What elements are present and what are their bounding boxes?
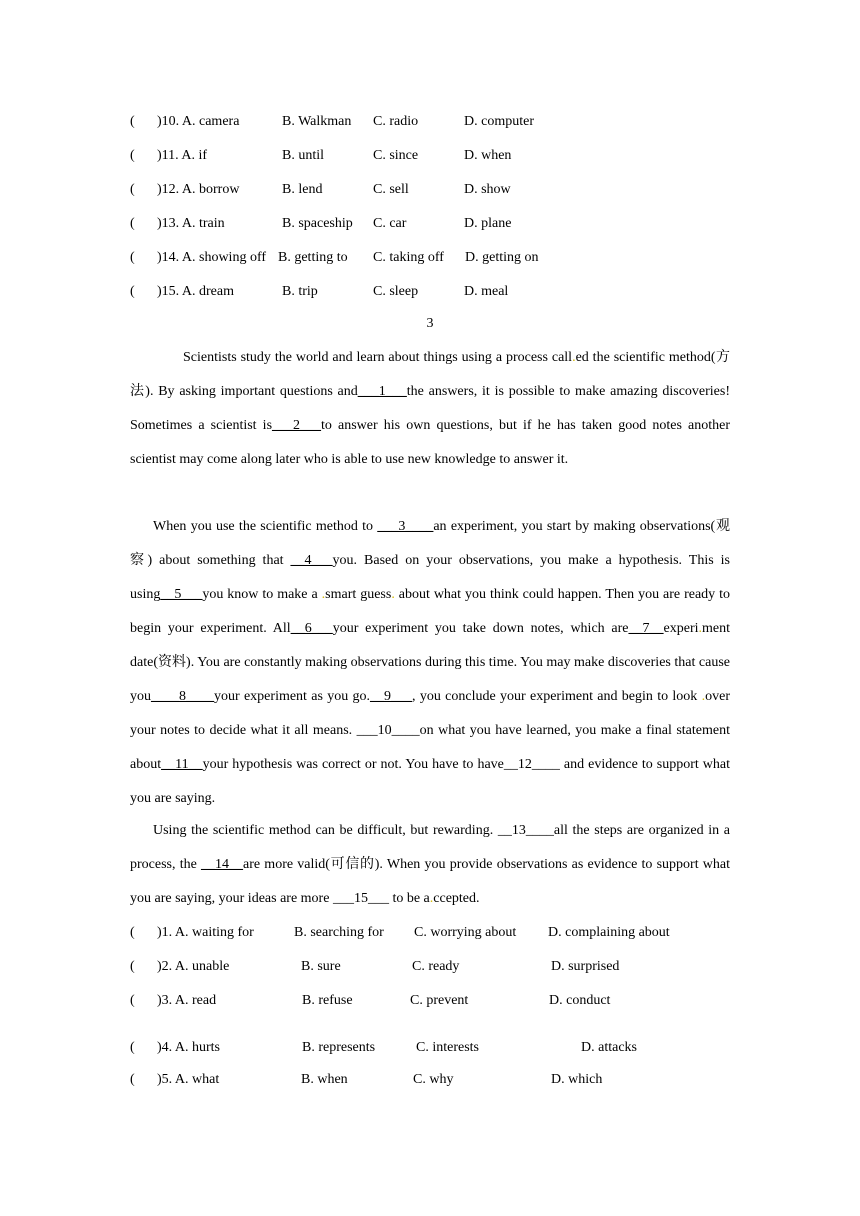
answer-paren: (	[130, 148, 135, 163]
option-a: )3. A. read	[157, 993, 217, 1008]
text: are more valid(可信的). When you provide observations as evidence to support what you are saying, your ideas are more	[130, 857, 731, 906]
option-a: )5. A. what	[157, 1072, 220, 1087]
option-a: )12. A. borrow	[157, 182, 240, 197]
option-b: B. until	[282, 148, 325, 163]
option-d: D. plane	[464, 216, 512, 231]
option-d: D. when	[464, 148, 512, 163]
option-b: B. refuse	[302, 993, 353, 1008]
text: the answers, it is possible to make amazing discoveries! Sometimes a scientist is	[130, 384, 730, 433]
text: your hypothesis was correct or not. You have to have	[202, 757, 504, 772]
option-d: D. conduct	[549, 993, 611, 1008]
mark-dot: .	[429, 891, 434, 906]
option-c: C. why	[413, 1072, 454, 1087]
option-c: C. car	[373, 216, 407, 231]
text: your experiment as you go.	[214, 689, 371, 704]
blank-7: __7__	[628, 621, 664, 636]
option-b: B. sure	[301, 959, 341, 974]
blank-13: __13____	[497, 823, 554, 838]
answer-paren: (	[130, 250, 135, 265]
text: ment date(资料). You are constantly making observations during this time. You may make discoveries that cause you	[130, 621, 731, 704]
answer-paren: (	[130, 959, 135, 974]
option-a: )2. A. unable	[157, 959, 230, 974]
blank-12: __12____	[503, 757, 560, 772]
option-c: C. ready	[412, 959, 460, 974]
option-a: )4. A. hurts	[157, 1040, 220, 1055]
blank-11: __11__	[161, 757, 203, 772]
option-d: D. complaining about	[548, 925, 670, 940]
text: ccepted.	[433, 891, 480, 906]
option-b: B. lend	[282, 182, 323, 197]
paragraph-1	[130, 341, 730, 477]
option-b: B. spaceship	[282, 216, 353, 231]
option-a: )11. A. if	[157, 148, 208, 163]
option-a: )10. A. camera	[157, 114, 240, 129]
paragraph-3	[130, 814, 730, 916]
text: ed the scientific method(方法). By asking important questions and	[130, 350, 730, 399]
text: you know to make a	[202, 587, 322, 602]
text: an experiment, you start by making observations(观察) about something that	[130, 519, 730, 568]
option-c: C. interests	[416, 1040, 479, 1055]
blank-14: __14__	[201, 857, 244, 872]
blank-9: __9___	[370, 689, 413, 704]
option-a: )13. A. train	[157, 216, 225, 231]
option-c: C. prevent	[410, 993, 469, 1008]
blank-10: ___10____	[356, 723, 420, 738]
answer-paren: (	[130, 925, 135, 940]
answer-paren: (	[130, 216, 135, 231]
passage-number: 3	[426, 316, 434, 331]
answer-paren: (	[130, 1040, 135, 1055]
option-d: D. attacks	[581, 1040, 637, 1055]
option-d: D. which	[551, 1072, 603, 1087]
mark-dot: .	[321, 587, 326, 602]
blank-1: ___1___	[357, 384, 407, 399]
answer-paren: (	[130, 993, 135, 1008]
option-b: B. trip	[282, 284, 318, 299]
option-b: B. getting to	[278, 250, 348, 265]
text: on what you have learned, you make a final statement about	[130, 723, 730, 772]
option-c: C. taking off	[373, 250, 444, 265]
text: experi	[663, 621, 699, 636]
option-d: D. meal	[464, 284, 509, 299]
text: to answer his own questions, but if he has taken good notes another scientist may come along later who is able to use new knowledge to answer it.	[130, 418, 730, 467]
answer-paren: (	[130, 114, 135, 129]
option-d: D. show	[464, 182, 511, 197]
blank-8: ____8____	[151, 689, 214, 704]
option-b: B. when	[301, 1072, 348, 1087]
answer-paren: (	[130, 284, 135, 299]
text: and evidence to support what you are saying.	[130, 757, 730, 806]
mark-dot: .	[698, 621, 703, 636]
text: your experiment you take down notes, which are	[332, 621, 629, 636]
paragraph-2	[130, 510, 730, 816]
mark-dot: .	[701, 689, 706, 704]
option-d: D. surprised	[551, 959, 620, 974]
text: you. Based on your observations, you make a hypothesis. This is using	[130, 553, 730, 602]
mark-dot: .	[391, 587, 395, 602]
option-c: C. worrying about	[414, 925, 517, 940]
text: over your notes to decide what it all means.	[130, 689, 731, 738]
blank-5: __5___	[160, 587, 203, 602]
text: Scientists study the world and learn about things using a process call	[183, 350, 573, 365]
option-b: B. Walkman	[282, 114, 352, 129]
blank-15: ___15___	[332, 891, 389, 906]
option-c: C. radio	[373, 114, 419, 129]
answer-paren: (	[130, 1072, 135, 1087]
text: all the steps are organized in a process, the	[130, 823, 731, 872]
text: When you use the scientific method to	[153, 519, 378, 534]
option-d: D. computer	[464, 114, 534, 129]
text: smart guess	[325, 587, 392, 602]
option-c: C. since	[373, 148, 419, 163]
option-a: )15. A. dream	[157, 284, 234, 299]
option-b: B. represents	[302, 1040, 376, 1055]
text: to be a	[388, 891, 430, 906]
option-c: C. sleep	[373, 284, 419, 299]
option-a: )14. A. showing off	[157, 250, 267, 265]
blank-3: ___3____	[377, 519, 434, 534]
text: about what you think could happen. Then you are ready to begin your experiment. All	[130, 587, 730, 636]
text: Using the scientific method can be difficult, but rewarding.	[153, 823, 498, 838]
option-c: C. sell	[373, 182, 409, 197]
blank-2: ___2___	[272, 418, 322, 433]
option-a: )1. A. waiting for	[157, 925, 254, 940]
option-b: B. searching for	[294, 925, 384, 940]
blank-4: __4___	[290, 553, 333, 568]
blank-6: __6___	[290, 621, 333, 636]
answer-paren: (	[130, 182, 135, 197]
mark-dot: .	[572, 350, 576, 365]
text: , you conclude your experiment and begin to look	[412, 689, 702, 704]
option-d: D. getting on	[465, 250, 539, 265]
